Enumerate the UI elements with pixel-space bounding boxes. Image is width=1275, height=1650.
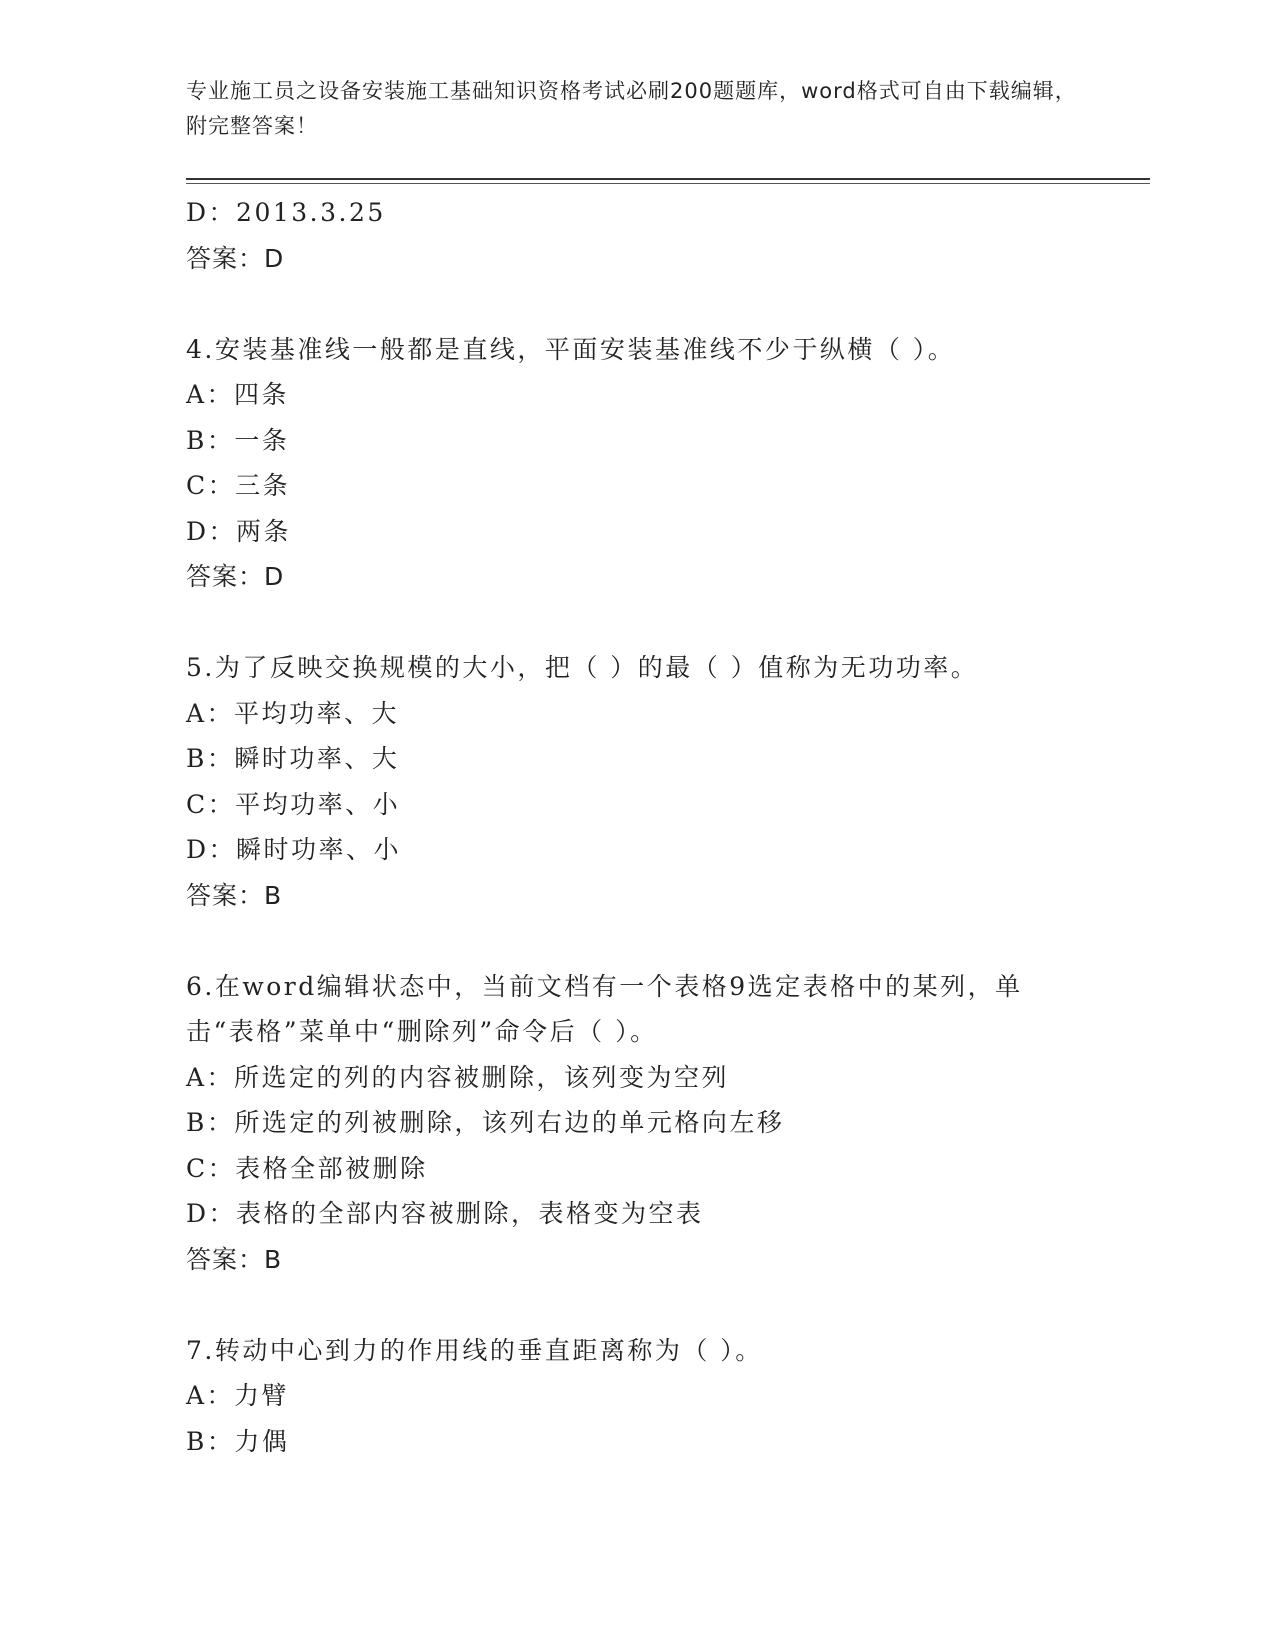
option-a: A：平均功率、大 (186, 698, 400, 728)
option-d: D：两条 (186, 516, 292, 546)
question-4 (186, 327, 1086, 600)
question-7 (186, 1328, 1086, 1465)
answer-line: 答案：D (186, 243, 285, 273)
header-divider-thin (186, 183, 1150, 184)
spacer (186, 1282, 1086, 1328)
option-d: D：表格的全部内容被删除，表格变为空表 (186, 1199, 704, 1228)
document-body (186, 190, 1086, 1464)
option-c: C：表格全部被删除 (186, 1153, 428, 1183)
spacer (186, 600, 1086, 646)
spacer (186, 918, 1086, 964)
question-stem: 5.为了反映交换规模的大小，把（ ）的最（ ）值称为无功功率。 (186, 653, 979, 682)
question-6 (186, 964, 1086, 1283)
option-a: A：力臂 (186, 1381, 290, 1410)
option-c: C：三条 (186, 471, 291, 500)
option-b: B：瞬时功率、大 (186, 744, 400, 773)
option-c: C：平均功率、小 (186, 789, 401, 819)
answer-line: 答案：D (186, 562, 285, 591)
option-b: B：力偶 (186, 1426, 290, 1456)
answer-line: 答案：B (186, 1244, 283, 1274)
document-header: 专业施工员之设备安装施工基础知识资格考试必刷200题题库，word格式可自由下载编辑，附完整答案！ (186, 79, 1077, 138)
spacer (186, 281, 1086, 327)
question-stem: 6.在word编辑状态中，当前文档有一个表格9选定表格中的某列，单击“表格”菜单中“删除列”命令后（ ）。 (186, 971, 1023, 1046)
option-d: D：瞬时功率、小 (186, 835, 402, 864)
header-divider-thick (186, 178, 1150, 180)
option-b: B：一条 (186, 425, 290, 455)
option-a: A：所选定的列的内容被删除，该列变为空列 (186, 1062, 730, 1092)
question-3-continuation (186, 190, 1086, 281)
question-stem: 7.转动中心到力的作用线的垂直距离称为（ ）。 (186, 1335, 763, 1365)
question-stem: 4.安装基准线一般都是直线，平面安装基准线不少于纵横（ ）。 (186, 334, 956, 364)
option-d: D：2013.3.25 (186, 198, 386, 227)
answer-line: 答案：B (186, 880, 283, 910)
option-b: B：所选定的列被删除，该列右边的单元格向左移 (186, 1108, 785, 1137)
question-5 (186, 645, 1086, 918)
option-a: A：四条 (186, 380, 290, 409)
